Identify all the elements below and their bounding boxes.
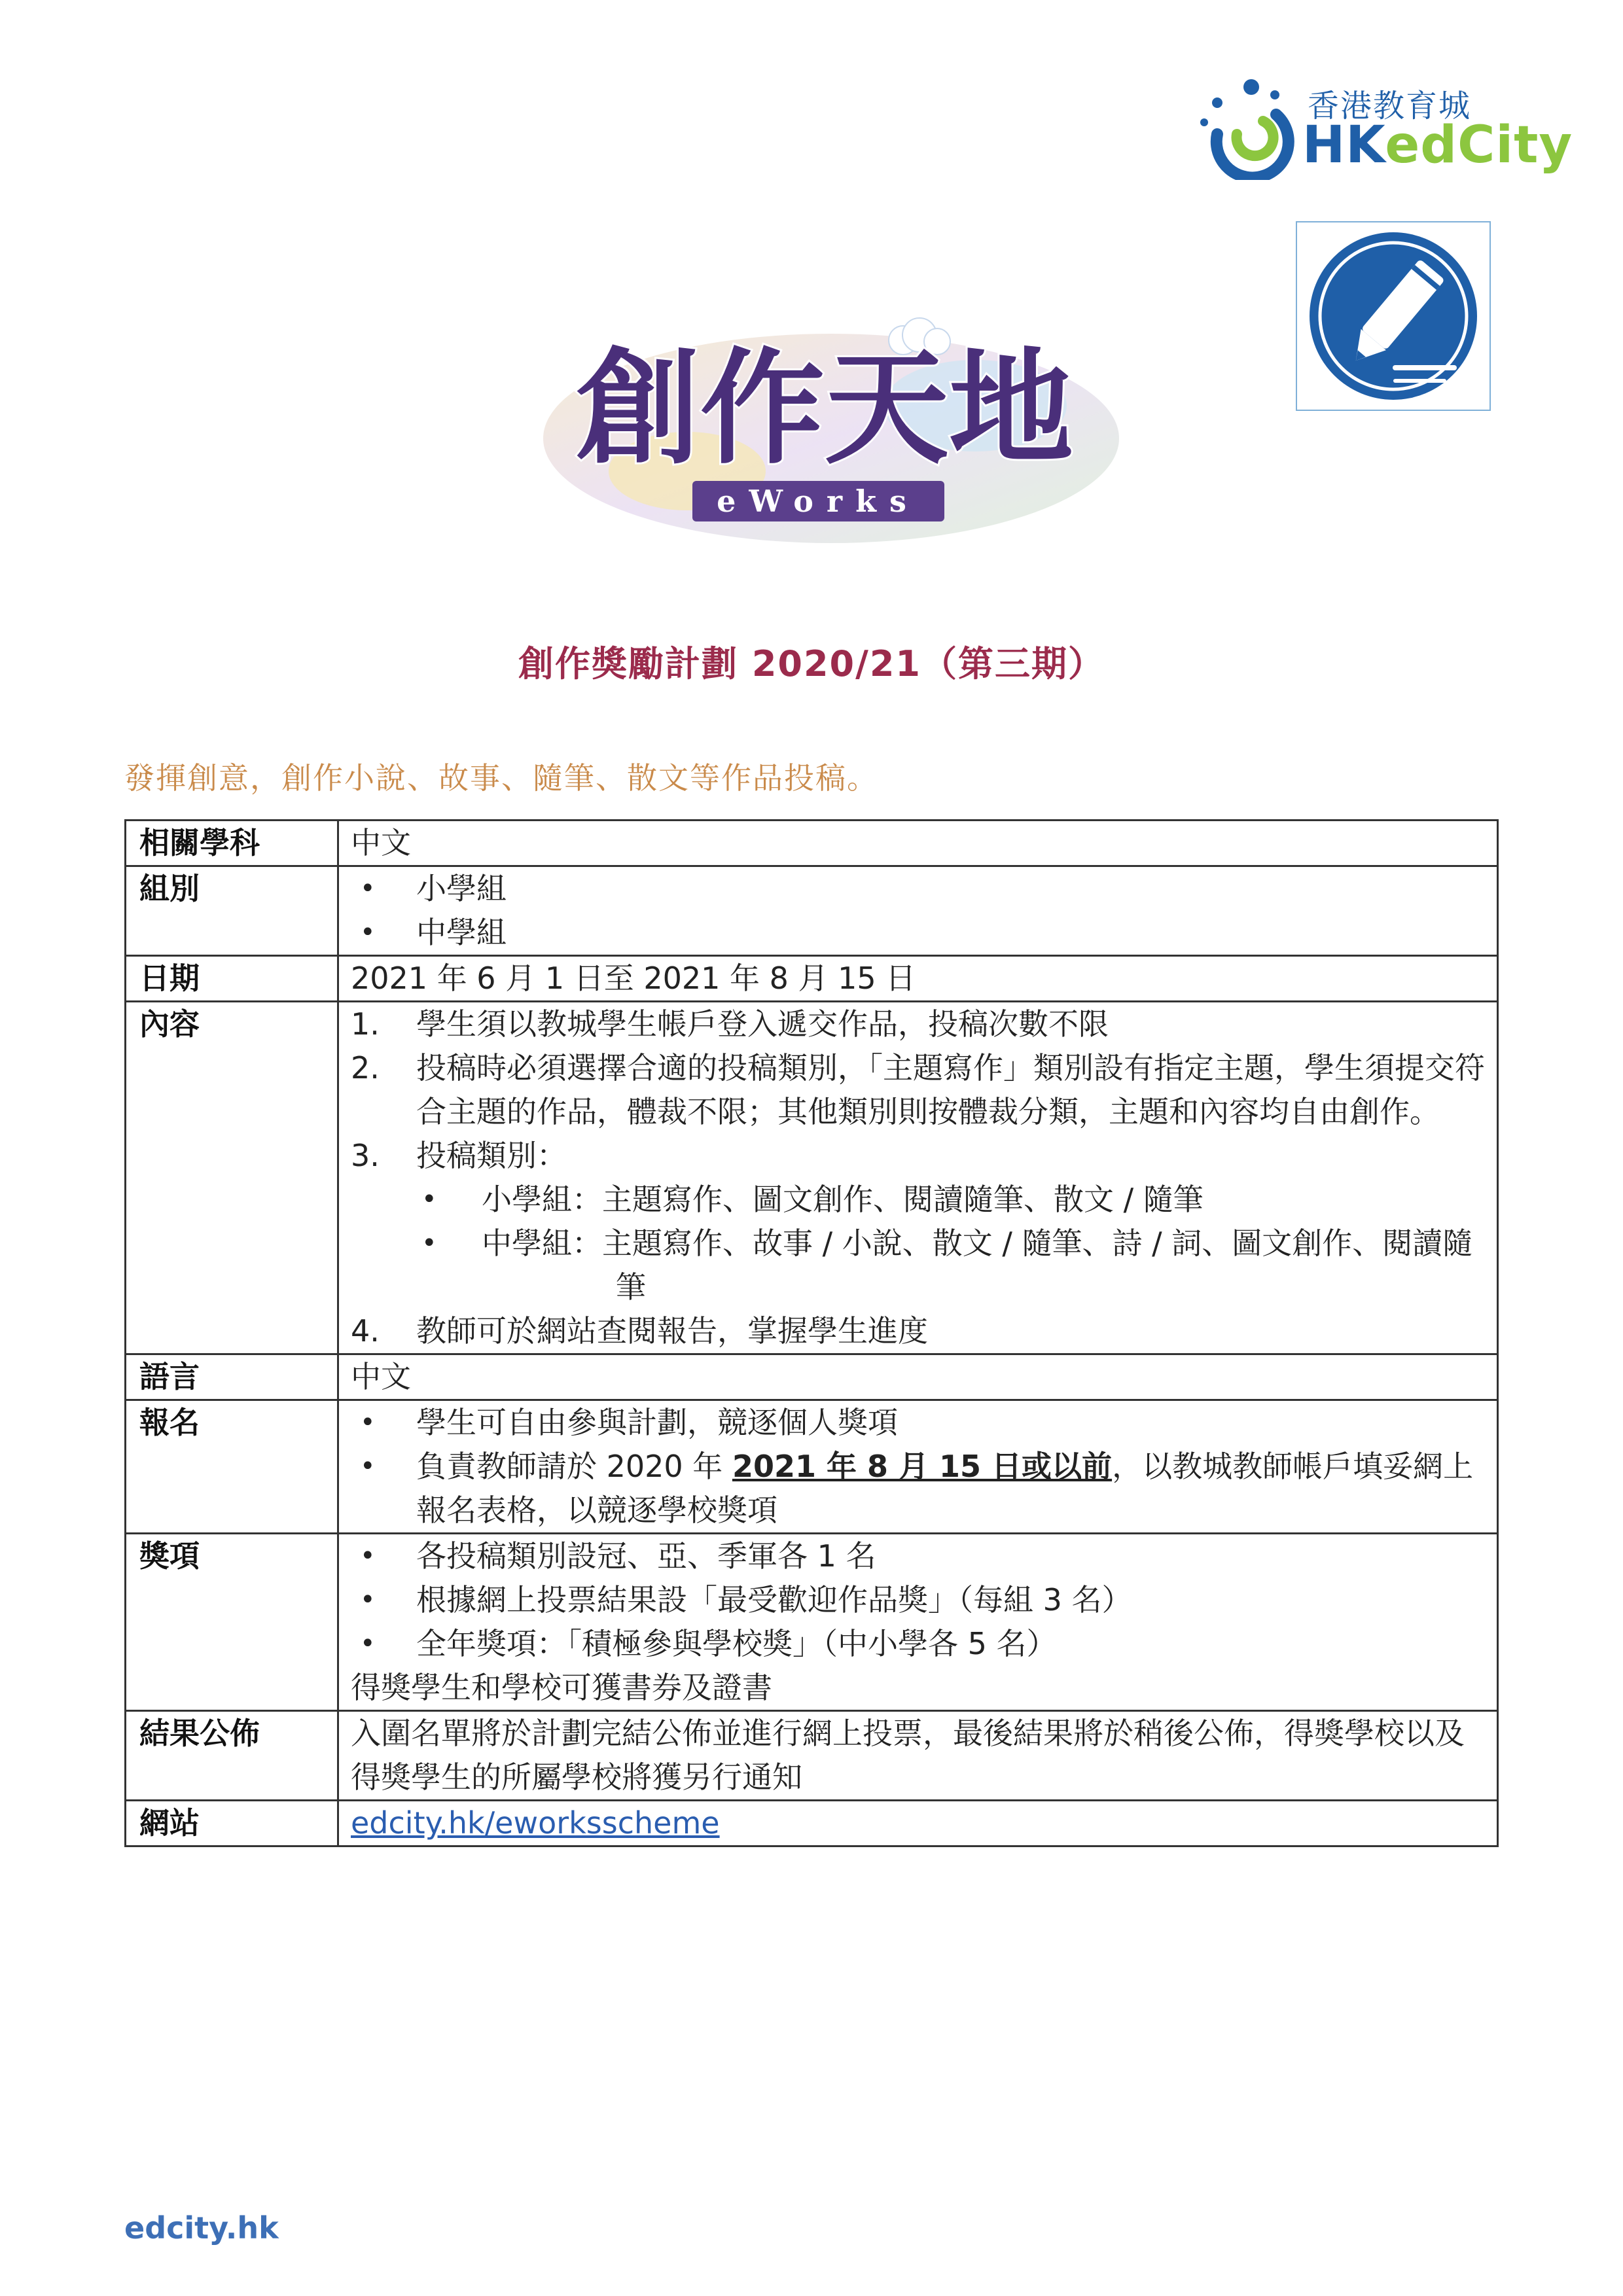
table-row-subject <box>126 821 1498 866</box>
results-value: 入圍名單將於計劃完結公佈並進行網上投票，最後結果將於稍後公佈，得獎學校以及得獎學生的所屬學校將獲另行通知 <box>338 1711 1498 1801</box>
pencil-badge <box>1296 221 1491 411</box>
content-label: 內容 <box>126 1002 338 1354</box>
logo-chinese-text: 香港教育城 <box>1308 88 1472 124</box>
subject-label: 相關學科 <box>126 821 338 866</box>
hkedcity-logo <box>1191 62 1573 186</box>
info-table <box>124 819 1499 1847</box>
category-item <box>416 1178 1485 1222</box>
awards-value <box>338 1534 1498 1711</box>
groups-label: 組別 <box>126 866 338 956</box>
content-item-number: 2. <box>351 1050 380 1086</box>
category-item <box>416 1222 1485 1309</box>
table-row-registration <box>126 1400 1498 1534</box>
eworks-chinese-title: 創作天地 <box>575 335 1074 481</box>
pencil-icon <box>1297 222 1489 410</box>
content-item <box>351 1046 1485 1134</box>
content-item-number: 1. <box>351 1006 380 1042</box>
content-item-number: 4. <box>351 1313 380 1349</box>
logo-english-suffix: edCity <box>1385 116 1573 175</box>
date-value: 2021 年 6 月 1 日至 2021 年 8 月 15 日 <box>338 956 1498 1002</box>
content-item-text: 投稿類別： <box>416 1138 567 1173</box>
content-item <box>351 1309 1485 1353</box>
registration-item <box>351 1445 1485 1532</box>
awards-label: 獎項 <box>126 1534 338 1711</box>
intro-text: 發揮創意，創作小說、故事、隨筆、散文等作品投稿。 <box>124 760 878 796</box>
content-item-text: 教師可於網站查閱報告，掌握學生進度 <box>416 1313 928 1349</box>
category-item-text: • 中學組：主題寫作、故事 / 小說、散文 / 隨筆、詩 / 詞、圖文創作、閱讀隨筆 <box>482 1226 1473 1305</box>
results-label: 結果公佈 <box>126 1711 338 1801</box>
registration-label: 報名 <box>126 1400 338 1534</box>
website-label: 網站 <box>126 1801 338 1846</box>
logo-english-prefix: HK <box>1302 116 1385 175</box>
registration-text-before: 負責教師請於 2020 年 <box>416 1449 732 1484</box>
content-item-text: 投稿時必須選擇合適的投稿類別，「主題寫作」類別設有指定主題，學生須提交符合主題的作品，體裁不限；其他類別則按體裁分類，主題和內容均自由創作。 <box>416 1050 1485 1129</box>
table-row-awards <box>126 1534 1498 1711</box>
website-cell <box>338 1801 1498 1846</box>
awards-note: 得獎學生和學校可獲書券及證書 <box>351 1670 772 1705</box>
group-item: • 中學組 <box>351 911 1485 955</box>
eworks-logo <box>517 301 1145 563</box>
table-row-date <box>126 956 1498 1002</box>
content-item <box>351 1002 1485 1046</box>
table-row-content <box>126 1002 1498 1354</box>
table-row-website <box>126 1801 1498 1846</box>
table-row-groups <box>126 866 1498 956</box>
registration-text-after: ，以教城教師帳戶填妥網上報名表格，以競逐學校獎項 <box>416 1449 1474 1528</box>
category-item-text: • 小學組：主題寫作、圖文創作、閱讀隨筆、散文 / 隨筆 <box>482 1182 1204 1217</box>
page-title: 創作獎勵計劃 2020/21（第三期） <box>518 643 1105 684</box>
website-link[interactable]: edcity.hk/eworksscheme <box>351 1805 720 1841</box>
table-row-language <box>126 1354 1498 1400</box>
content-item <box>351 1134 1485 1309</box>
table-row-results <box>126 1711 1498 1801</box>
award-item: • 根據網上投票結果設「最受歡迎作品獎」（每組 3 名） <box>351 1578 1485 1622</box>
date-label: 日期 <box>126 956 338 1002</box>
content-value <box>338 1002 1498 1354</box>
language-value: 中文 <box>338 1354 1498 1400</box>
footer-site-text: edcity.hk <box>124 2210 279 2246</box>
award-item: • 全年獎項：「積極參與學校獎」（中小學各 5 名） <box>351 1622 1485 1666</box>
award-item: • 各投稿類別設冠、亞、季軍各 1 名 <box>351 1534 1485 1578</box>
language-label: 語言 <box>126 1354 338 1400</box>
registration-item: • 學生可自由參與計劃，競逐個人獎項 <box>351 1401 1485 1445</box>
registration-value <box>338 1400 1498 1534</box>
eworks-english-title: eWorks <box>717 484 919 519</box>
group-item: • 小學組 <box>351 867 1485 911</box>
content-item-text: 學生須以教城學生帳戶登入遞交作品，投稿次數不限 <box>416 1006 1109 1042</box>
eworks-logo-art <box>517 301 1145 563</box>
hkedcity-swirl-icon <box>1191 69 1302 180</box>
registration-deadline: 2021 年 8 月 15 日或以前 <box>732 1449 1113 1484</box>
subject-value: 中文 <box>338 821 1498 866</box>
groups-value <box>338 866 1498 956</box>
logo-english-text <box>1302 116 1573 175</box>
content-item-number: 3. <box>351 1138 380 1173</box>
